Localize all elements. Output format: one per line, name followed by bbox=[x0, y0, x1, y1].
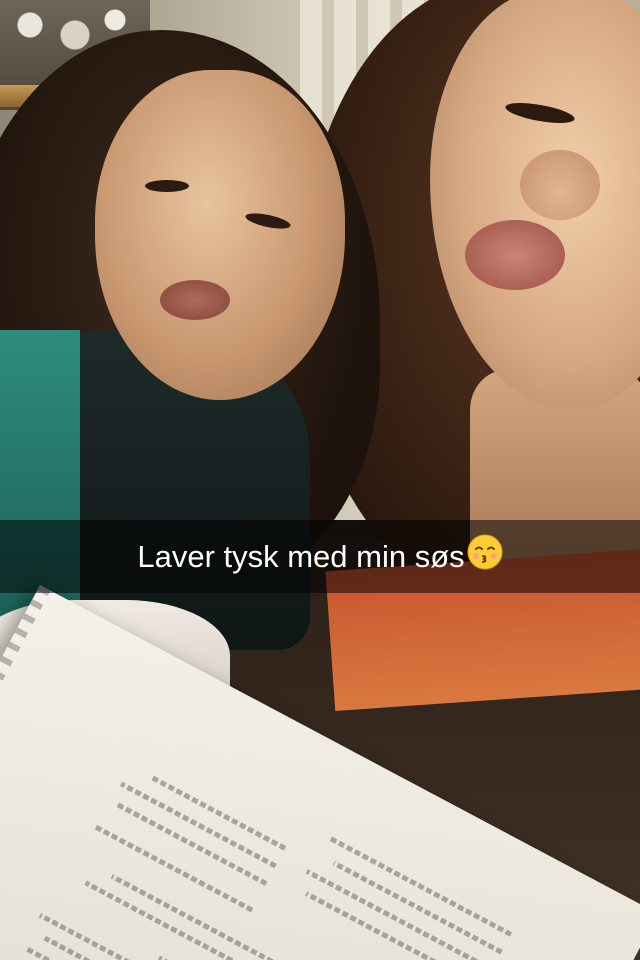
caption-bar bbox=[0, 520, 640, 593]
text-line bbox=[115, 802, 267, 886]
older-girl-pout bbox=[465, 220, 565, 290]
younger-girl-pout bbox=[160, 280, 230, 320]
caption-text: Laver tysk med min søs bbox=[137, 538, 465, 574]
kissing-face-emoji-icon bbox=[467, 534, 503, 575]
text-line bbox=[158, 956, 425, 960]
younger-girl-left-eye bbox=[145, 180, 189, 192]
younger-girl-face bbox=[95, 70, 345, 400]
older-girl-nose bbox=[520, 150, 600, 220]
text-line bbox=[333, 861, 503, 955]
